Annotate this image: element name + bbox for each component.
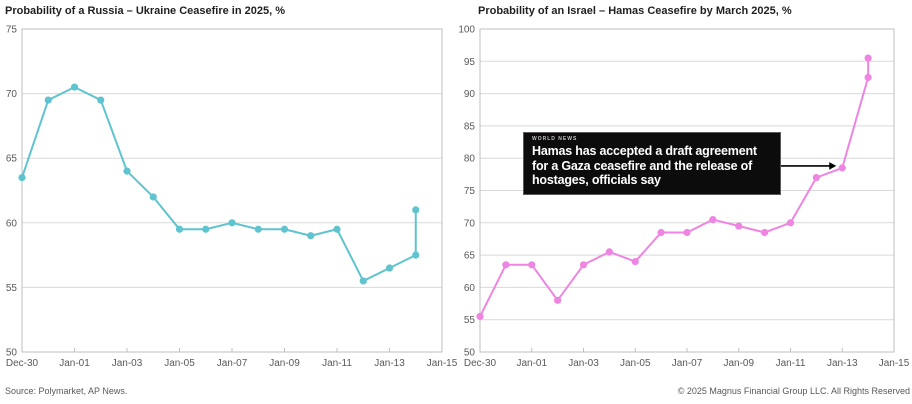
x-axis-tick-label: Jan-13: [826, 358, 858, 369]
data-point-marker: [412, 206, 419, 213]
data-point-marker: [71, 84, 78, 91]
data-point-marker: [839, 164, 846, 171]
x-axis-tick-label: Dec-30: [5, 358, 39, 369]
y-axis-tick-label: 95: [463, 56, 475, 68]
news-annotation-box: [523, 132, 781, 195]
copyright-note: © 2025 Magnus Financial Group LLC. All Rights Reserved: [677, 386, 910, 396]
data-point-marker: [735, 222, 742, 229]
data-point-marker: [333, 226, 340, 233]
data-point-marker: [787, 219, 794, 226]
x-axis-tick-label: Jan-09: [269, 358, 300, 369]
annotation-arrow-icon: [781, 162, 836, 170]
data-point-marker: [865, 54, 872, 61]
y-axis-tick-label: 90: [463, 89, 475, 101]
data-point-marker: [761, 229, 768, 236]
data-point-marker: [386, 264, 393, 271]
x-axis-tick-label: Jan-03: [568, 358, 599, 369]
x-axis-tick-label: Dec-30: [463, 358, 497, 369]
news-category-tag: WORLD NEWS: [532, 136, 578, 142]
data-point-marker: [255, 226, 262, 233]
y-axis-tick-label: 50: [5, 347, 17, 359]
x-axis-tick-label: Jan-07: [216, 358, 248, 369]
data-point-marker: [18, 174, 25, 181]
russia-ukraine-line-chart: [0, 0, 456, 382]
y-axis-tick-label: 100: [458, 24, 475, 36]
y-axis-tick-label: 50: [463, 347, 475, 359]
x-axis-tick-label: Jan-15: [878, 358, 910, 369]
data-point-marker: [813, 174, 820, 181]
data-point-marker: [580, 261, 587, 268]
data-point-marker: [45, 96, 52, 103]
news-headline-line-1: Hamas has accepted a draft agreement: [532, 144, 757, 158]
y-axis-tick-label: 65: [463, 250, 475, 262]
x-axis-tick-label: Jan-13: [374, 358, 405, 369]
data-point-marker: [683, 229, 690, 236]
data-point-marker: [865, 74, 872, 81]
x-axis-tick-label: Jan-01: [59, 358, 90, 369]
chart-title-russia-ukraine: Probability of a Russia – Ukraine Ceasefire in 2025, %: [5, 5, 286, 17]
data-point-marker: [476, 313, 483, 320]
x-axis-tick-label: Jan-05: [164, 358, 195, 369]
y-axis-tick-label: 55: [5, 282, 17, 294]
data-point-marker: [307, 232, 314, 239]
data-point-marker: [658, 229, 665, 236]
series-line: [22, 87, 416, 281]
news-headline-line-2: for a Gaza ceasefire and the release of: [532, 158, 753, 173]
data-point-marker: [502, 261, 509, 268]
x-axis-tick-label: Jan-09: [723, 358, 755, 369]
data-point-marker: [528, 261, 535, 268]
data-point-marker: [360, 277, 367, 284]
x-axis-tick-label: Jan-11: [322, 358, 352, 369]
y-axis-tick-label: 70: [5, 89, 17, 101]
data-point-marker: [97, 96, 104, 103]
data-point-marker: [412, 252, 419, 259]
y-axis-tick-label: 85: [463, 121, 475, 133]
data-point-marker: [176, 226, 183, 233]
x-axis-tick-label: Jan-05: [619, 358, 651, 369]
x-axis-tick-label: Jan-03: [111, 358, 143, 369]
y-axis-tick-label: 80: [463, 153, 475, 165]
x-axis-tick-label: Jan-01: [516, 358, 548, 369]
y-axis-tick-label: 70: [463, 218, 475, 230]
data-point-marker: [281, 226, 288, 233]
chart-panel-israel-hamas: [456, 0, 912, 382]
y-axis-tick-label: 75: [463, 186, 475, 197]
x-axis-tick-label: Jan-15: [426, 358, 458, 369]
data-point-marker: [632, 258, 639, 265]
data-point-marker: [202, 226, 209, 233]
source-note: Source: Polymarket, AP News.: [5, 386, 128, 396]
x-axis-tick-label: Jan-11: [775, 358, 806, 369]
page-footer: [0, 386, 912, 402]
data-point-marker: [228, 219, 235, 226]
news-headline-line-3: hostages, officials say: [532, 173, 661, 188]
data-point-marker: [709, 216, 716, 223]
y-axis-tick-label: 75: [5, 24, 17, 36]
y-axis-tick-label: 60: [5, 218, 17, 230]
y-axis-tick-label: 55: [463, 315, 475, 327]
data-point-marker: [554, 297, 561, 304]
plot-border: [22, 29, 442, 352]
data-point-marker: [606, 248, 613, 255]
chart-title-israel-hamas: Probability of an Israel – Hamas Ceasefire by March 2025, %: [478, 5, 792, 17]
data-point-marker: [150, 193, 157, 200]
x-axis-tick-label: Jan-07: [671, 358, 703, 369]
y-axis-tick-label: 60: [463, 282, 475, 294]
chart-panel-russia-ukraine: [0, 0, 456, 382]
data-point-marker: [123, 168, 130, 175]
y-axis-tick-label: 65: [5, 153, 17, 165]
